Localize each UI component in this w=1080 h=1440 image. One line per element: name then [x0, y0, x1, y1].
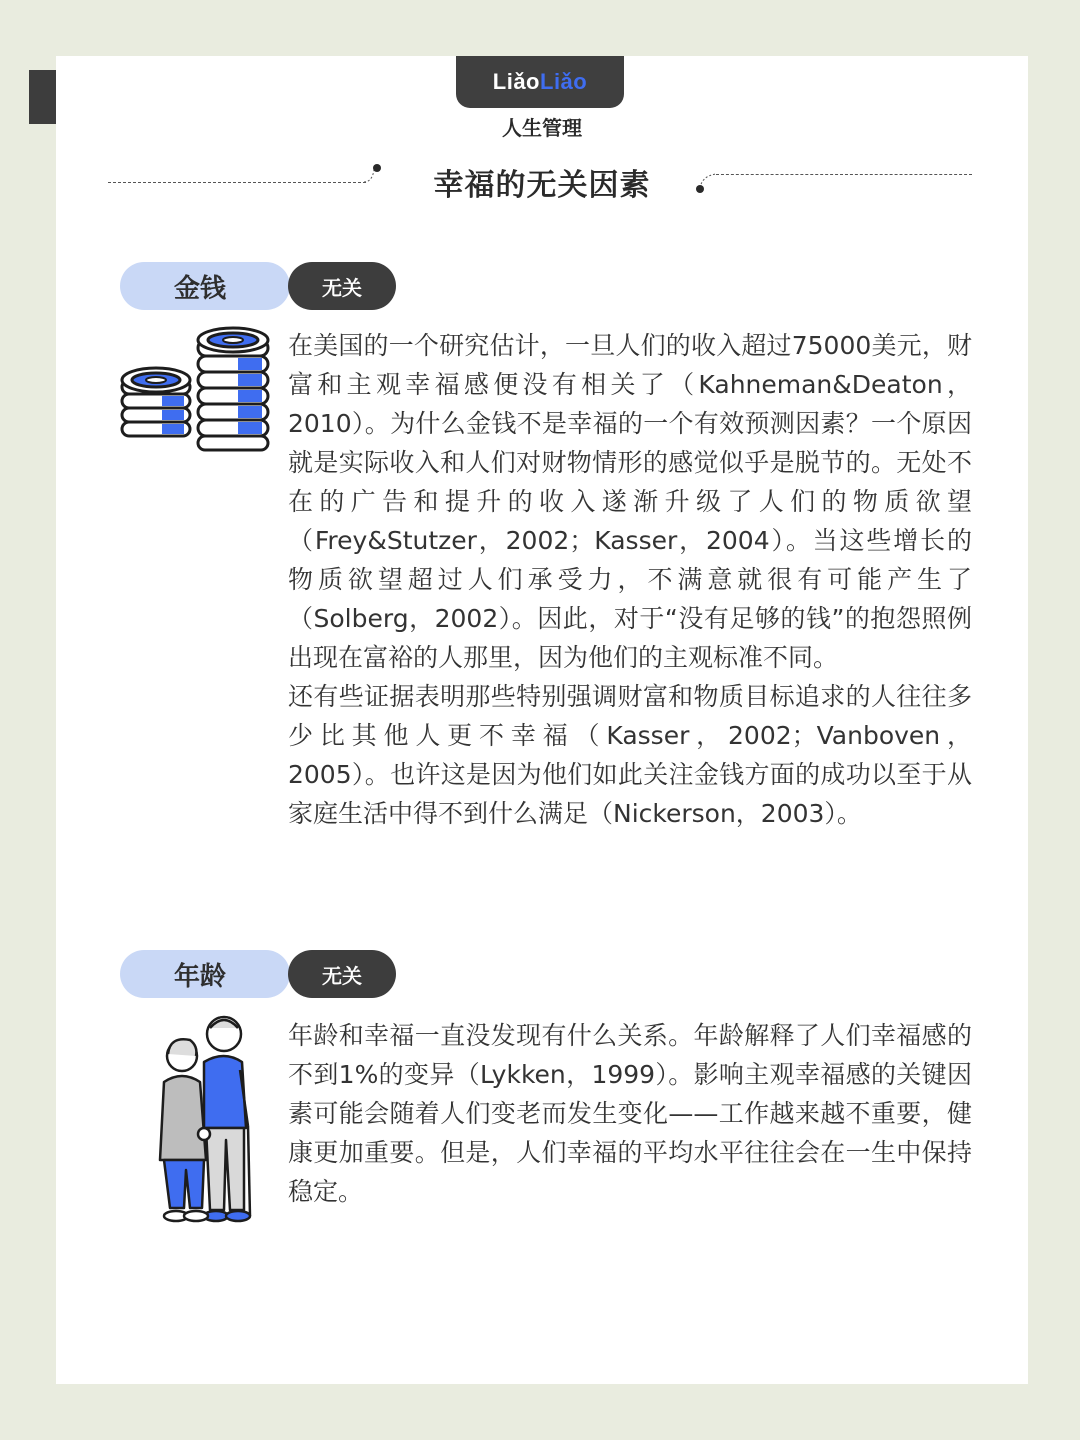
paragraph: 年龄和幸福一直没发现有什么关系。年龄解释了人们幸福感的不到1%的变异（Lykken，1999）。影响主观幸福感的关键因素可能会随着人们变老而发生变化——工作越来越不重要，健康更加重要。但是，人们幸福的平均水平往往会在一生中保持稳定。: [288, 1021, 972, 1206]
elderly-couple-icon: [150, 1010, 260, 1240]
coin-stack-icon: [116, 324, 276, 454]
brand-logo-part1: Liǎo: [492, 69, 540, 94]
section-age-body: [288, 1016, 972, 1211]
tag-pill-irrelevant: 无关: [288, 950, 396, 998]
title-row: [56, 156, 1028, 206]
topic-pill-money: 金钱: [120, 262, 290, 310]
content-card: [56, 56, 1028, 1384]
topic-pill-age: 年龄: [120, 950, 290, 998]
section-age-header: [120, 950, 420, 1000]
section-money-body: [288, 326, 972, 833]
paragraph: 还有些证据表明那些特别强调财富和物质目标追求的人往往多少比其他人更不幸福（Kasser，2002；Vanboven，2005）。也许这是因为他们如此关注金钱方面的成功以至于从家庭生活中得不到什么满足（Nickerson，2003）。: [288, 682, 972, 828]
section-money-header: [120, 262, 420, 312]
page-title: 幸福的无关因素: [433, 168, 651, 203]
paragraph: 在美国的一个研究估计，一旦人们的收入超过75000美元，财富和主观幸福感便没有相关了（Kahneman&Deaton，2010）。为什么金钱不是幸福的一个有效预测因素？一个原因就是实际收入和人们对财物情形的感觉似乎是脱节的。无处不在的广告和提升的收入遂渐升级了人们的物质欲望（Frey&Stutzer，2002；Kasser，2004）。当这些增长的物质欲望超过人们承受力，不满意就很有可能产生了（Solberg，2002）。因此，对于“没有足够的钱”的抱怨照例出现在富裕的人那里，因为他们的主观标准不同。: [288, 331, 972, 672]
title-divider-right-hook: [694, 168, 720, 194]
brand-logo: [456, 56, 624, 108]
side-tab-marker: [29, 70, 56, 124]
tag-pill-irrelevant: 无关: [288, 262, 396, 310]
title-divider-right: [716, 174, 972, 175]
brand-logo-part2: Liǎo: [540, 69, 588, 94]
category-label: 人生管理: [502, 116, 582, 140]
